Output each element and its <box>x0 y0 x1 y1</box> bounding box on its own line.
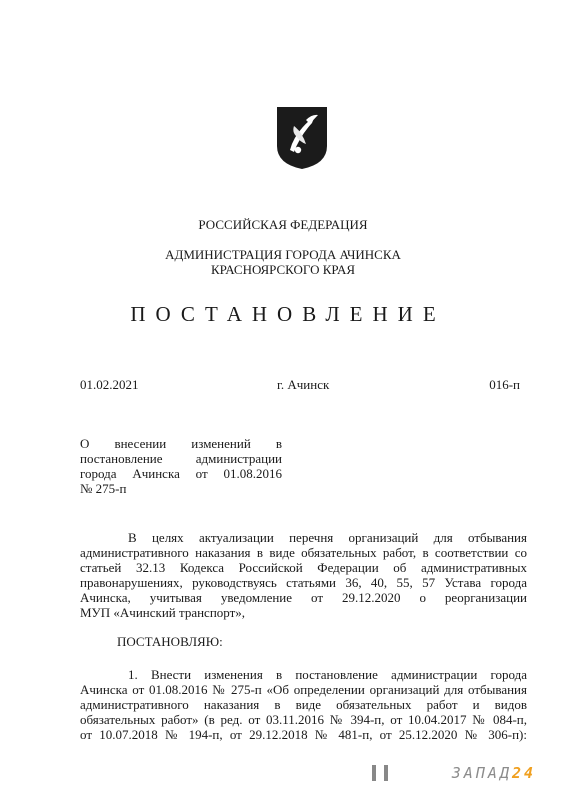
administration-heading-line1: АДМИНИСТРАЦИЯ ГОРОДА АЧИНСКА <box>165 247 401 262</box>
paragraph-line: правонарушениях, руководствуясь статьями 36, 40, 55, 57 Устава города <box>80 575 527 590</box>
document-number: 016-п <box>489 377 520 392</box>
document-date: 01.02.2021 <box>80 377 139 392</box>
decree-word: ПОСТАНОВЛЯЮ: <box>117 634 223 649</box>
paragraph-line: административного наказания в виде обязательных работ и видов <box>80 697 527 712</box>
watermark <box>452 764 536 782</box>
subject-line: города Ачинска от 01.08.2016 <box>80 466 282 481</box>
paragraph-line: обязательных работ» (в ред. от 03.11.2016 № 394-п, от 10.04.2017 № 084-п, <box>80 712 527 727</box>
paragraph-line: В целях актуализации перечня организаций для отбывания <box>128 530 527 545</box>
watermark-logo-icon <box>372 765 388 781</box>
paragraph-line: Ачинска, учитывая уведомление от 29.12.2020 о реорганизации <box>80 590 527 605</box>
paragraph-line: МУП «Ачинский транспорт», <box>80 605 246 620</box>
paragraph-line: административного наказания в виде обязательных работ, в соответствии со <box>80 545 527 560</box>
document-type-title: ПОСТАНОВЛЕНИЕ <box>130 302 446 326</box>
coat-of-arms-icon <box>276 106 328 170</box>
clause-1-paragraph <box>80 667 527 742</box>
paragraph-line: 1. Внести изменения в постановление администрации города <box>128 667 527 682</box>
watermark-accent-text: 24 <box>511 764 536 782</box>
paragraph-line: статьей 32.13 Кодекса Российской Федерации об административных <box>80 560 527 575</box>
country-heading: РОССИЙСКАЯ ФЕДЕРАЦИЯ <box>198 217 368 232</box>
paragraph-line: от 10.07.2018 № 194-п, от 29.12.2018 № 481-п, от 25.12.2020 № 306-п): <box>80 727 527 742</box>
paragraph-line: Ачинска от 01.08.2016 № 275-п «Об определении организаций для отбывания <box>80 682 527 697</box>
subject-line: постановление администрации <box>80 451 282 466</box>
document-city: г. Ачинск <box>277 377 330 392</box>
watermark-text: ЗАПАД <box>451 764 512 782</box>
subject-line: № 275-п <box>80 481 127 496</box>
administration-heading-line2: КРАСНОЯРСКОГО КРАЯ <box>210 262 356 277</box>
preamble-paragraph <box>80 530 527 620</box>
document-subject <box>80 436 282 496</box>
subject-line: О внесении изменений в <box>80 436 282 451</box>
